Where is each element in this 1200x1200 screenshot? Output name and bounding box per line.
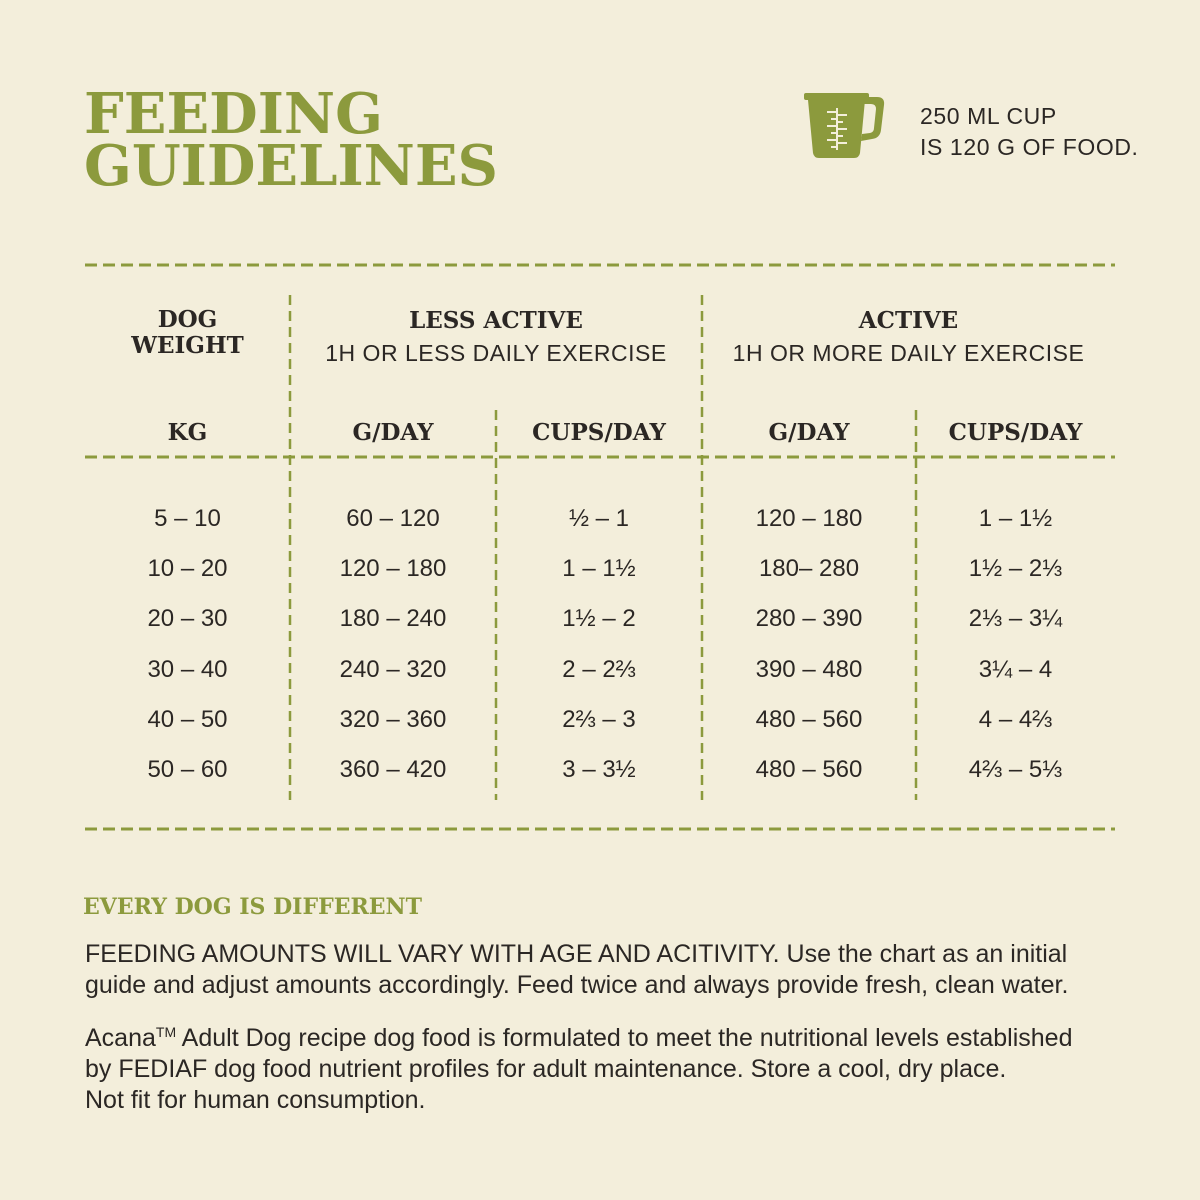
weight-header-line: WEIGHT [131, 332, 244, 359]
active-cups-cell: 1 – 1½ [978, 505, 1053, 532]
table-row [85, 604, 1115, 654]
title-line: FEEDING [84, 81, 383, 147]
table-row [85, 655, 1115, 705]
table-row [85, 705, 1115, 755]
less-active-cups-cell: 2 – 2⅔ [562, 655, 636, 683]
weight-kg-cell: 5 – 10 [154, 505, 221, 532]
less-active-cups-cell: 1 – 1½ [562, 555, 636, 583]
active-cups-cell: 2⅓ – 3¼ [968, 605, 1063, 633]
paragraph-line [85, 1023, 1072, 1054]
table-row [85, 554, 1115, 604]
weight-kg-cell: 40 – 50 [147, 705, 228, 733]
product-info-paragraph [85, 1023, 1072, 1116]
less-active-cups-cell: 3 – 3½ [562, 755, 636, 783]
active-gday-cell: 480 – 560 [755, 705, 863, 733]
less-active-gday-cell: 60 – 120 [346, 505, 440, 532]
weight-kg-cell: 30 – 40 [147, 655, 228, 683]
active-gday-cell: 120 – 180 [755, 505, 863, 532]
weight-header-line: DOG [157, 306, 218, 333]
feeding-advice-paragraph [85, 939, 1068, 1001]
active-cups-cell: 4⅔ – 5⅓ [968, 755, 1063, 783]
less-active-gday-cell: 120 – 180 [339, 555, 447, 583]
paragraph-line: by FEDIAF dog food nutrient profiles for adult maintenance. Store a cool, dry place. [85, 1055, 1007, 1083]
cup-note-line: 250 ML CUP [920, 103, 1057, 129]
column-header-row [85, 420, 1115, 446]
column-header-kg: KG [167, 419, 208, 446]
column-header-less-active-gday: G/DAY [352, 419, 434, 446]
column-header-active-cups: CUPS/DAY [948, 419, 1083, 446]
less-active-group-subtitle: 1H OR LESS DAILY EXERCISE [325, 340, 667, 366]
weight-kg-cell: 50 – 60 [147, 755, 228, 783]
brand-name: Acana [85, 1024, 156, 1052]
active-gday-cell: 180– 280 [758, 555, 860, 583]
notes-heading: EVERY DOG IS DIFFERENT [83, 894, 423, 920]
cup-size-note [920, 101, 1139, 163]
less-active-group-title: LESS ACTIVE [409, 307, 583, 334]
active-group-title: ACTIVE [858, 307, 959, 334]
weight-kg-cell: 10 – 20 [147, 555, 228, 583]
less-active-gday-cell: 320 – 360 [339, 705, 447, 733]
table-body [85, 504, 1115, 805]
paragraph-line: Not fit for human consumption. [85, 1086, 426, 1114]
less-active-gday-cell: 360 – 420 [339, 755, 447, 783]
measuring-cup-icon [804, 92, 886, 160]
table-row [85, 755, 1115, 805]
active-cups-cell: 1½ – 2⅓ [968, 555, 1063, 583]
less-active-gday-cell: 180 – 240 [339, 605, 447, 633]
active-cups-cell: 3¼ – 4 [978, 655, 1053, 683]
paragraph-line-text: Adult Dog recipe dog food is formulated to meet the nutritional levels established [176, 1024, 1073, 1052]
active-cups-cell: 4 – 4⅔ [978, 705, 1053, 733]
column-header-less-active-cups: CUPS/DAY [532, 419, 666, 446]
page-title [84, 81, 498, 199]
less-active-cups-cell: ½ – 1 [568, 505, 630, 532]
less-active-cups-cell: 1½ – 2 [562, 605, 636, 633]
paragraph-line: guide and adjust amounts accordingly. Feed twice and always provide fresh, clean water. [85, 971, 1069, 999]
less-active-cups-cell: 2⅔ – 3 [562, 705, 636, 733]
active-group-subtitle: 1H OR MORE DAILY EXERCISE [732, 340, 1085, 366]
trademark-mark: TM [155, 1024, 177, 1040]
cup-note-line: IS 120 G OF FOOD. [920, 134, 1139, 160]
title-line: GUIDELINES [84, 133, 498, 199]
active-gday-cell: 480 – 560 [755, 755, 863, 783]
table-row [85, 504, 1115, 554]
paragraph-line: FEEDING AMOUNTS WILL VARY WITH AGE AND ACITIVITY. Use the chart as an initial [85, 940, 1068, 968]
active-gday-cell: 280 – 390 [755, 605, 863, 633]
less-active-gday-cell: 240 – 320 [339, 655, 447, 683]
active-gday-cell: 390 – 480 [755, 655, 863, 683]
dog-weight-header [85, 307, 290, 359]
column-header-active-gday: G/DAY [768, 419, 850, 446]
weight-kg-cell: 20 – 30 [147, 605, 228, 633]
cup-rim [804, 93, 869, 100]
